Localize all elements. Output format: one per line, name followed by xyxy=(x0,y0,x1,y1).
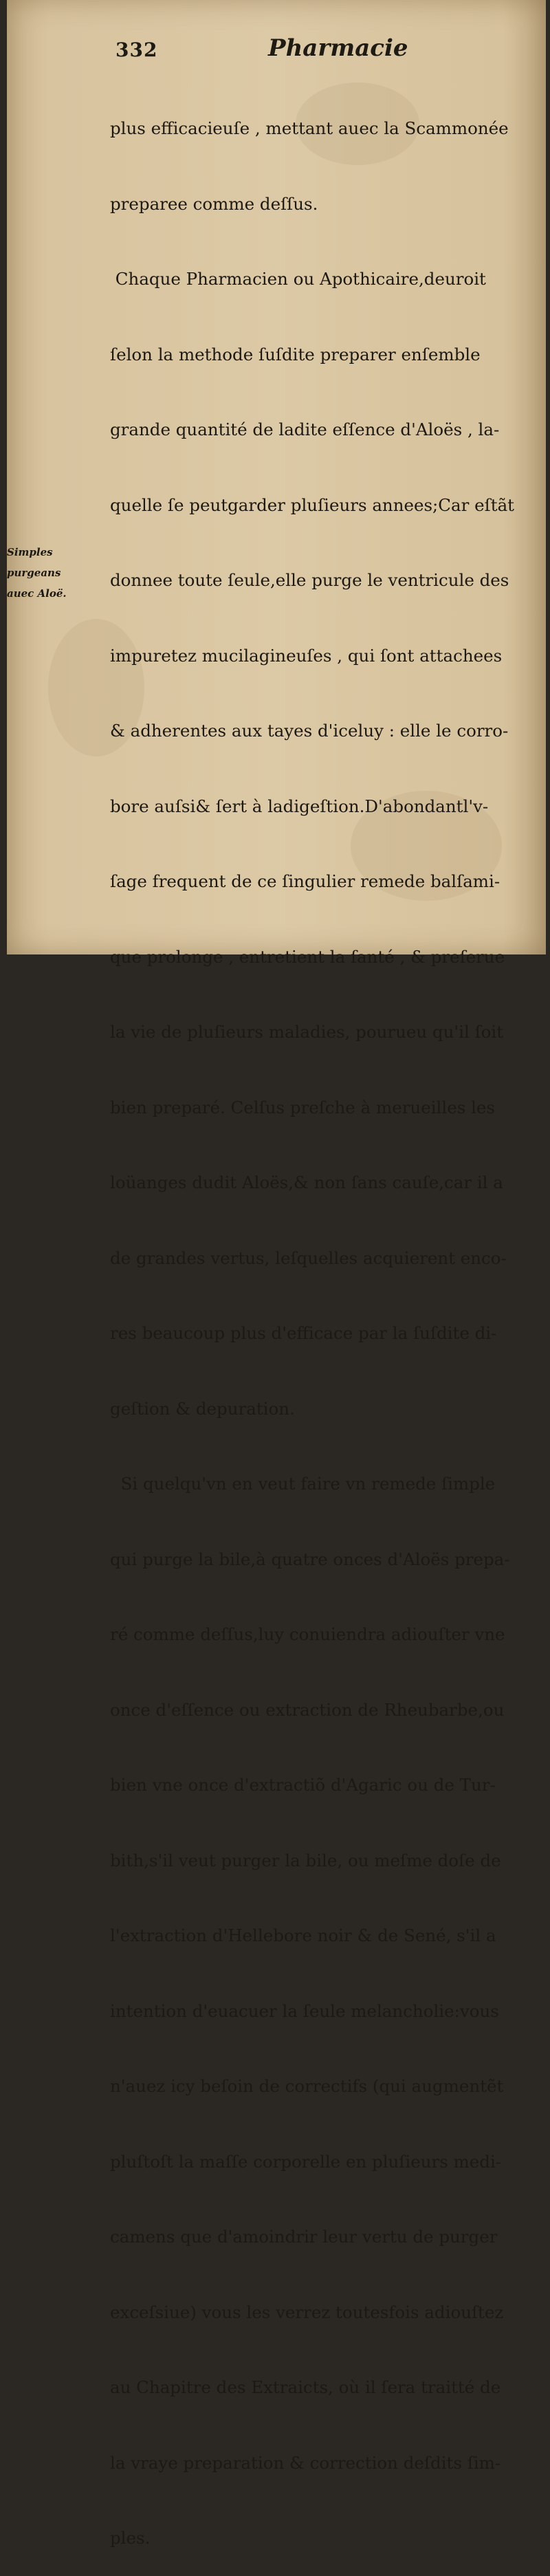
text-line: donnee toute ſeule,elle purge le ventricule des xyxy=(110,570,509,590)
text-line: qui purge la bile,à quatre onces d'Aloës prepa- xyxy=(110,1549,510,1569)
text-line: Si quelqu'vn en veut faire vn remede ſimple xyxy=(110,1474,496,1494)
text-line: res beaucoup plus d'efficace par la ſuſdite di- xyxy=(110,1323,497,1343)
body-text xyxy=(110,66,529,2576)
text-line: geſtion & depuration. xyxy=(110,1398,295,1419)
text-line: & adherentes aux tayes d'iceluy : elle le corro- xyxy=(110,721,509,741)
margin-note-line: Simples xyxy=(7,546,53,558)
text-line: la vie de pluſieurs maladies, pourueu qu'il ſoit xyxy=(110,1022,504,1042)
text-line: de grandes vertus, leſquelles acquierent enco- xyxy=(110,1247,507,1268)
text-line: bien vne once d'extractiõ d'Agaric ou de Tur- xyxy=(110,1775,496,1795)
text-line: pluſtoſt la maſſe corporelle en pluſieurs medi- xyxy=(110,2151,502,2172)
text-line: ré comme deſſus,luy conuiendra adiouſter vne xyxy=(110,1624,505,1644)
text-line: ples. xyxy=(110,2528,151,2548)
text-line: n'auez icy beſoin de correctifs (qui augmentẽt xyxy=(110,2076,504,2096)
text-line: l'extraction d'Hellebore noir & de Sené, s'il a xyxy=(110,1925,496,1945)
text-line: once d'eſſence ou extraction de Rheubarbe,ou xyxy=(110,1699,505,1720)
text-line: camens que d'amoindrir leur vertu de purger xyxy=(110,2227,498,2247)
running-head: Pharmacie xyxy=(268,34,408,62)
text-line: bore auſsi& ſert à ladigeſtion.D'abondantl'v- xyxy=(110,796,489,816)
text-line: preparee comme deſſus. xyxy=(110,193,318,214)
margin-note-line: auec Aloë. xyxy=(7,587,67,600)
text-line: bien preparé. Celſus preſche à merueilles les xyxy=(110,1097,495,1117)
text-line: loüanges dudit Aloës,& non ſans cauſe,car il a xyxy=(110,1172,503,1192)
text-line: intention d'euacuer la ſeule melancholie:vous xyxy=(110,2000,499,2021)
page-header xyxy=(110,34,522,65)
text-line: Chaque Pharmacien ou Apothicaire,deuroit xyxy=(110,269,486,289)
margin-note xyxy=(7,542,96,604)
text-line: plus efficacieuſe , mettant auec la Scammonée xyxy=(110,118,509,138)
text-line: ſage frequent de ce ſingulier remede balſami- xyxy=(110,871,500,891)
text-line: grande quantité de ladite eſſence d'Aloës , la- xyxy=(110,419,500,439)
text-line: au Chapitre des Extraicts, où il ſera traitté de xyxy=(110,2377,501,2397)
text-line: exceſsiue) vous les verrez toutesfois adiouſtez xyxy=(110,2302,504,2322)
text-line: que prolonge , entretient la ſanté , & preſerue xyxy=(110,946,505,967)
text-line: bith,s'il veut purger la bile, ou meſme doſe de xyxy=(110,1850,501,1870)
page-number: 332 xyxy=(116,39,158,61)
text-line: la vraye preparation & correction deſdits ſim- xyxy=(110,2452,501,2473)
text-line: impuretez mucilagineuſes , qui ſont attachees xyxy=(110,645,503,666)
text-line: ſelon la methode ſuſdite preparer enſemble xyxy=(110,344,481,364)
margin-note-line: purgeans xyxy=(7,567,61,579)
text-line: quelle ſe peutgarder pluſieurs annees;Car eſtãt xyxy=(110,494,515,515)
